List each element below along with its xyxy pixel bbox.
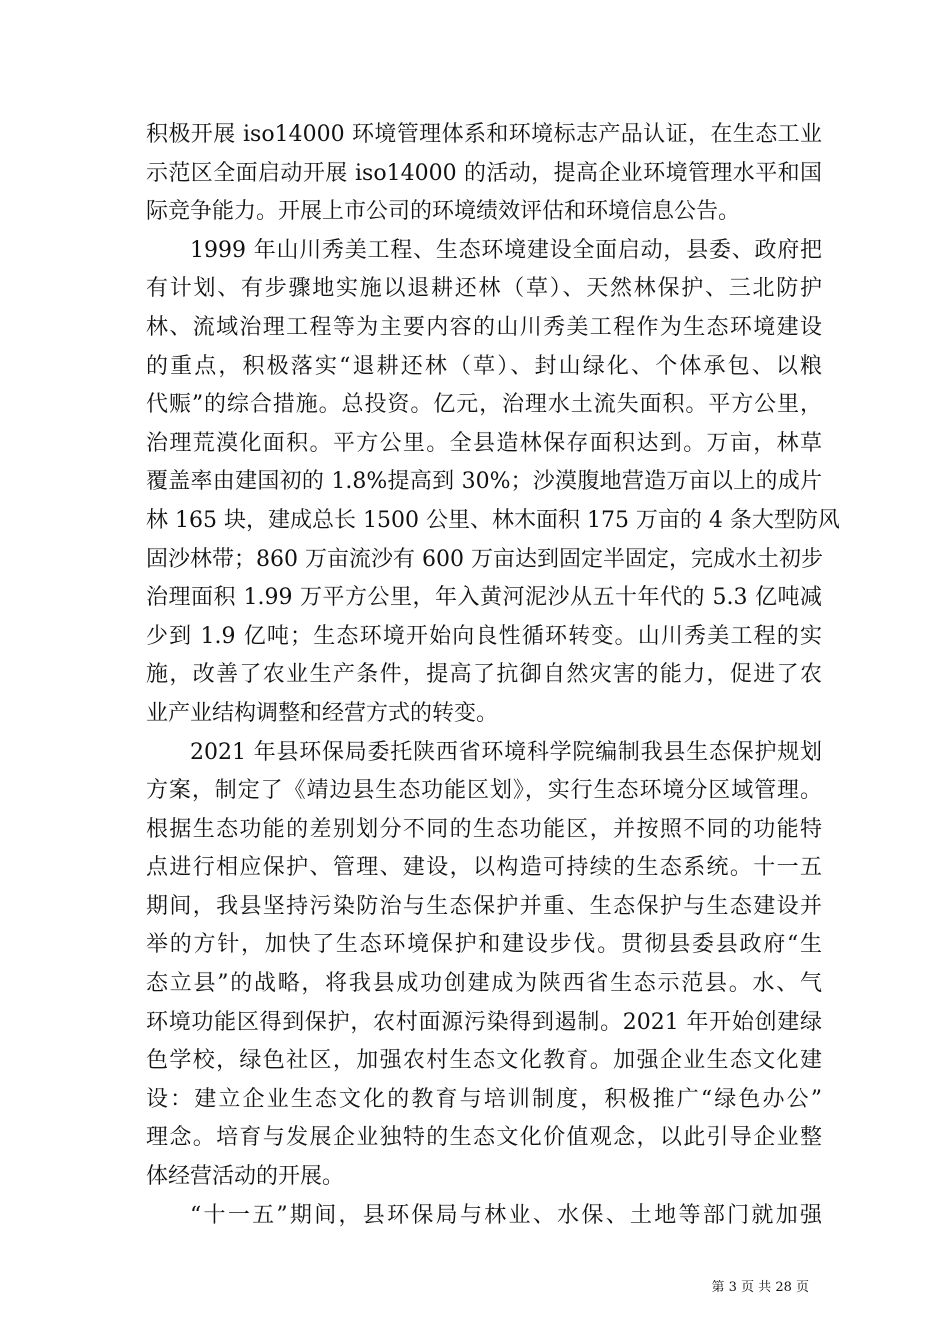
- text-line: 施，改善了农业生产条件，提高了抗御自然灾害的能力，促进了农: [146, 662, 822, 688]
- text-line: 色学校，绿色社区，加强农村生态文化教育。加强企业生态文化建: [146, 1048, 822, 1074]
- text-line: 1999 年山川秀美工程、生态环境建设全面启动，县委、政府把: [190, 237, 822, 263]
- text-line: 根据生态功能的差别划分不同的生态功能区，并按照不同的功能特: [146, 816, 822, 842]
- text-line: 林、流域治理工程等为主要内容的山川秀美工程作为生态环境建设: [146, 314, 822, 340]
- text-line: 体经营活动的开展。: [146, 1164, 345, 1190]
- text-line: 点进行相应保护、管理、建设，以构造可持续的生态系统。十一五: [146, 855, 822, 881]
- text-line: 覆盖率由建国初的 1.8%提高到 30%；沙漠腹地营造万亩以上的成片: [146, 469, 822, 495]
- text-line: 代赈”的综合措施。总投资。亿元，治理水土流失面积。平方公里，: [146, 392, 822, 418]
- page-number: 第 3 页 共 28 页: [711, 1280, 809, 1295]
- text-line: 少到 1.9 亿吨；生态环境开始向良性循环转变。山川秀美工程的实: [146, 623, 822, 649]
- text-line: 治理面积 1.99 万平方公里，年入黄河泥沙从五十年代的 5.3 亿吨减: [146, 585, 822, 611]
- text-line: 治理荒漠化面积。平方公里。全县造林保存面积达到。万亩，林草: [146, 430, 822, 456]
- text-line: 方案，制定了《靖边县生态功能区划》，实行生态环境分区域管理。: [146, 778, 822, 804]
- text-line: 业产业结构调整和经营方式的转变。: [146, 700, 499, 726]
- text-line: 有计划、有步骤地实施以退耕还林（草）、天然林保护、三北防护: [146, 276, 822, 302]
- text-line: 理念。培育与发展企业独特的生态文化价值观念，以此引导企业整: [146, 1125, 822, 1151]
- text-line: 2021 年县环保局委托陕西省环境科学院编制我县生态保护规划: [190, 739, 822, 765]
- document-body: [146, 116, 840, 1235]
- text-line: 的重点，积极落实“退耕还林（草）、封山绿化、个体承包、以粮: [146, 353, 822, 379]
- text-line: 际竞争能力。开展上市公司的环境绩效评估和环境信息公告。: [146, 199, 741, 225]
- text-line: “十一五”期间，县环保局与林业、水保、土地等部门就加强: [190, 1202, 822, 1228]
- text-line: 期间，我县坚持污染防治与生态保护并重、生态保护与生态建设并: [146, 893, 822, 919]
- text-line: 举的方针，加快了生态环境保护和建设步伐。贯彻县委县政府“生: [146, 932, 822, 958]
- text-line: 固沙林带；860 万亩流沙有 600 万亩达到固定半固定，完成水土初步: [146, 546, 823, 572]
- text-line: 态立县”的战略，将我县成功创建成为陕西省生态示范县。水、气: [146, 971, 822, 997]
- text-line: 积极开展 iso14000 环境管理体系和环境标志产品认证，在生态工业: [146, 122, 822, 147]
- text-line: 示范区全面启动开展 iso14000 的活动，提高企业环境管理水平和国: [146, 160, 822, 186]
- text-line: 设：建立企业生态文化的教育与培训制度，积极推广“绿色办公”: [146, 1086, 822, 1112]
- text-line: 环境功能区得到保护，农村面源污染得到遏制。2021 年开始创建绿: [146, 1009, 822, 1035]
- text-line: 林 165 块，建成总长 1500 公里、林木面积 175 万亩的 4 条大型防风: [146, 507, 840, 533]
